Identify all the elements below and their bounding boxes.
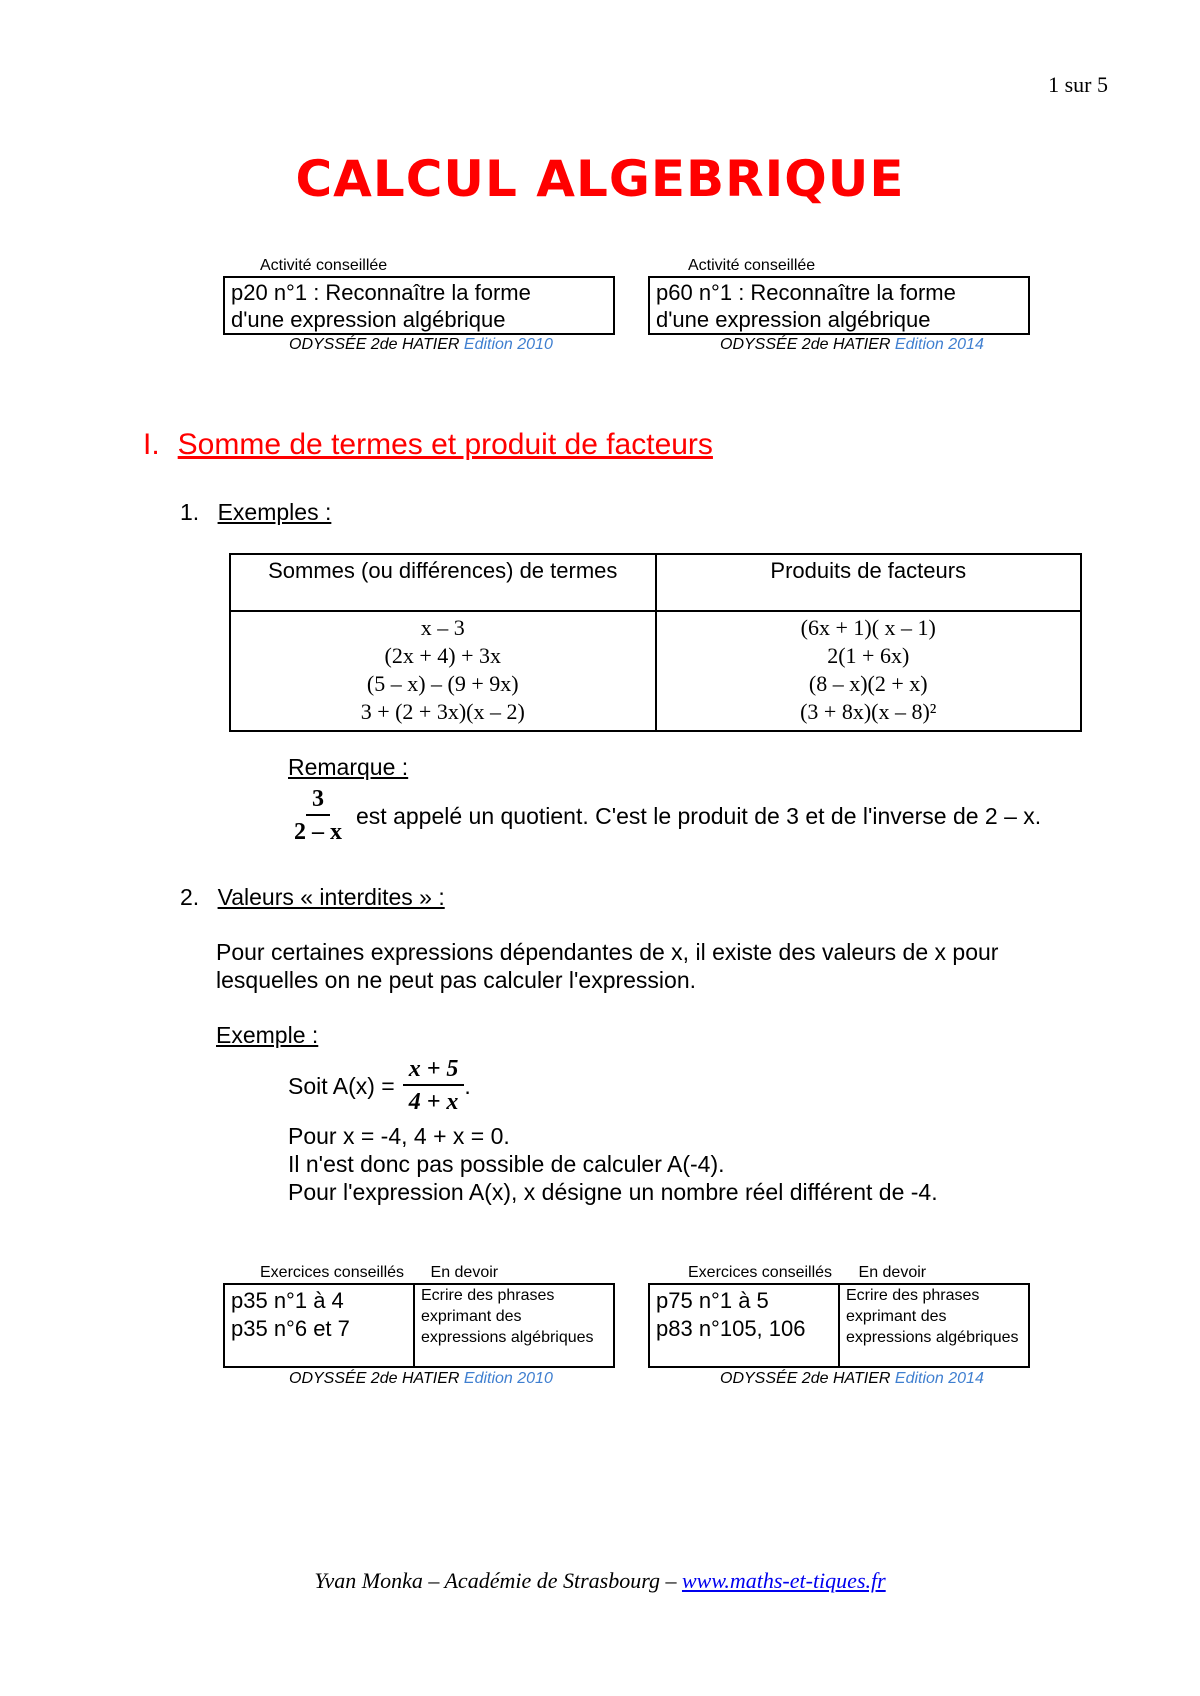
- example-line: Pour l'expression A(x), x désigne un nombre réel différent de -4.: [288, 1179, 938, 1205]
- sum-expression: (2x + 4) + 3x: [384, 643, 501, 668]
- source-edition: Edition 2010: [463, 336, 553, 353]
- source-name: ODYSSÉE 2de HATIER: [289, 1370, 460, 1387]
- activity-source-1: [289, 336, 553, 354]
- example-line: Il n'est donc pas possible de calculer A(-4).: [288, 1151, 725, 1177]
- exercises-box-1: [223, 1283, 615, 1368]
- example-definition: [288, 1054, 471, 1118]
- page-title: CALCUL ALGEBRIQUE: [295, 150, 905, 208]
- table-header-row: [230, 554, 1081, 611]
- remark-label-text: Remarque :: [288, 754, 409, 780]
- page-number: 1 sur 5: [1048, 72, 1108, 97]
- product-expression: (8 – x)(2 + x): [808, 671, 928, 696]
- example-fraction: [403, 1054, 465, 1118]
- period: .: [464, 1073, 471, 1099]
- homework-text: Ecrire des phrases exprimant des expressions algébriques: [846, 1287, 1019, 1346]
- sum-expression: 3 + (2 + 3x)(x – 2): [360, 699, 525, 724]
- homework-text: Ecrire des phrases exprimant des expressions algébriques: [421, 1287, 594, 1346]
- example-line: Pour x = -4, 4 + x = 0.: [288, 1123, 510, 1149]
- exercise-item: p83 n°105, 106: [656, 1316, 806, 1341]
- activity-text-2a: p60 n°1 : Reconnaître la forme: [656, 280, 956, 305]
- activity-box-1: [223, 276, 615, 335]
- paragraph-line: lesquelles on ne peut pas calculer l'expression.: [216, 967, 697, 993]
- exercises-list: [650, 1285, 840, 1366]
- subsection-number: 2.: [180, 884, 200, 910]
- activity-label-1: Activité conseillée: [260, 257, 388, 274]
- remark-line: [288, 784, 1041, 848]
- header-products: Produits de facteurs: [656, 554, 1082, 611]
- activity-text-1b: d'une expression algébrique: [231, 307, 506, 332]
- example-soit: Soit A(x) =: [288, 1073, 395, 1099]
- remark-label: [288, 754, 408, 781]
- products-cell: [656, 611, 1082, 731]
- example-lines: [288, 1122, 938, 1206]
- fraction-denominator: 2 – x: [294, 819, 342, 845]
- activity-text-2b: d'une expression algébrique: [656, 307, 931, 332]
- subsection-title: Exemples :: [217, 499, 332, 525]
- exercises-source-1: [289, 1370, 553, 1388]
- header-sums: Sommes (ou différences) de termes: [230, 554, 656, 611]
- section-number: I.: [143, 428, 160, 461]
- footer-link[interactable]: www.maths-et-tiques.fr: [681, 1568, 886, 1593]
- example-label: [216, 1022, 318, 1049]
- source-edition: Edition 2014: [894, 1370, 984, 1387]
- exercises-box-2: [648, 1283, 1030, 1368]
- section-heading: [143, 428, 713, 462]
- activity-text-1a: p20 n°1 : Reconnaître la forme: [231, 280, 531, 305]
- exercises-label: Exercices conseillés: [260, 1264, 405, 1281]
- example-label-text: Exemple :: [216, 1022, 319, 1048]
- product-expression: (3 + 8x)(x – 8)²: [800, 699, 937, 724]
- fraction-denominator: 4 + x: [408, 1089, 459, 1115]
- remark-text: est appelé un quotient. C'est le produit de 3 et de l'inverse de 2 – x.: [356, 803, 1042, 829]
- exercise-item: p75 n°1 à 5: [656, 1288, 769, 1313]
- footer-text: Yvan Monka – Académie de Strasbourg –: [314, 1568, 682, 1593]
- examples-table: [229, 553, 1082, 732]
- homework-label: En devoir: [430, 1264, 499, 1281]
- source-name: ODYSSÉE 2de HATIER: [720, 336, 891, 353]
- exercise-item: p35 n°6 et 7: [231, 1316, 350, 1341]
- exercises-labels-2: [688, 1264, 926, 1282]
- section-title: Somme de termes et produit de facteurs: [177, 428, 713, 461]
- exercises-labels-1: [260, 1264, 498, 1282]
- exercises-source-2: [720, 1370, 984, 1388]
- source-name: ODYSSÉE 2de HATIER: [289, 336, 460, 353]
- source-name: ODYSSÉE 2de HATIER: [720, 1370, 891, 1387]
- exercise-item: p35 n°1 à 4: [231, 1288, 344, 1313]
- activity-box-2: [648, 276, 1030, 335]
- activity-label-2: Activité conseillée: [688, 257, 816, 274]
- subsection-title: Valeurs « interdites » :: [217, 884, 445, 910]
- exercises-label: Exercices conseillés: [688, 1264, 833, 1281]
- paragraph-line: Pour certaines expressions dépendantes de x, il existe des valeurs de x pour: [216, 939, 999, 965]
- footer: [0, 1568, 1200, 1594]
- source-edition: Edition 2014: [894, 336, 984, 353]
- fraction-numerator: 3: [306, 784, 330, 816]
- forbidden-values-paragraph: [216, 938, 998, 994]
- homework-label: En devoir: [858, 1264, 927, 1281]
- subsection-heading-1: [180, 499, 331, 526]
- source-edition: Edition 2010: [463, 1370, 553, 1387]
- subsection-heading-2: [180, 884, 445, 911]
- exercises-list: [225, 1285, 415, 1366]
- fraction-numerator: x + 5: [403, 1054, 465, 1086]
- table-row: [230, 611, 1081, 731]
- product-expression: 2(1 + 6x): [827, 643, 910, 668]
- product-expression: (6x + 1)( x – 1): [800, 615, 936, 640]
- sum-expression: x – 3: [420, 615, 465, 640]
- subsection-number: 1.: [180, 499, 200, 525]
- activity-source-2: [720, 336, 984, 354]
- sums-cell: [230, 611, 656, 731]
- sum-expression: (5 – x) – (9 + 9x): [366, 671, 519, 696]
- remark-fraction: [288, 784, 348, 848]
